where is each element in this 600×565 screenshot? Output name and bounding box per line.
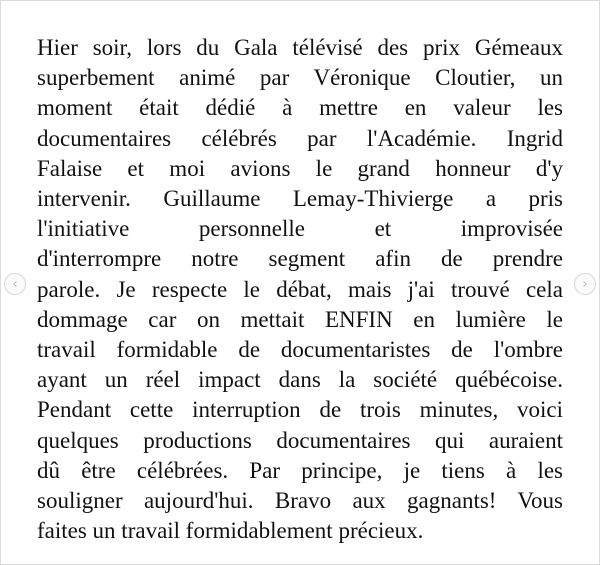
post-text [37,33,563,546]
text-line: dû être célébrées. Par principe, je tiens à les [37,457,563,483]
chevron-right-icon: › [582,276,588,292]
text-line: dommage car on mettait ENFIN en lumière le [37,306,563,332]
text-line: superbement animé par Véronique Cloutier, un [37,65,563,91]
text-line: parole. Je respecte le débat, mais j'ai trouvé cela [37,276,563,302]
text-line: Hier soir, lors du Gala télévisé des prix Gémeaux [37,35,563,60]
text-line: documentaires célébrés par l'Académie. Ingrid [37,125,563,151]
carousel-prev-button[interactable] [4,273,26,295]
text-line: travail formidable de documentaristes de l'ombre [37,337,563,363]
text-line: l'initiative personnelle et improvisée [37,216,563,242]
chevron-left-icon: ‹ [12,276,18,292]
text-line: Falaise et moi avions le grand honneur d'y [37,155,563,181]
text-line: moment était dédié à mettre en valeur les [37,95,563,121]
text-line: ayant un réel impact dans la société québécoise. [37,367,563,393]
text-line: intervenir. Guillaume Lemay-Thivierge a pris [37,186,563,212]
text-line: Pendant cette interruption de trois minutes, voici [37,397,563,423]
carousel-next-button[interactable] [574,273,596,295]
text-line: faites un travail formidablement précieux. [37,518,424,544]
text-line: d'interrompre notre segment afin de prendre [37,246,563,272]
text-line: quelques productions documentaires qui auraient [37,427,563,453]
text-line: souligner aujourd'hui. Bravo aux gagnants! Vous [37,488,563,514]
